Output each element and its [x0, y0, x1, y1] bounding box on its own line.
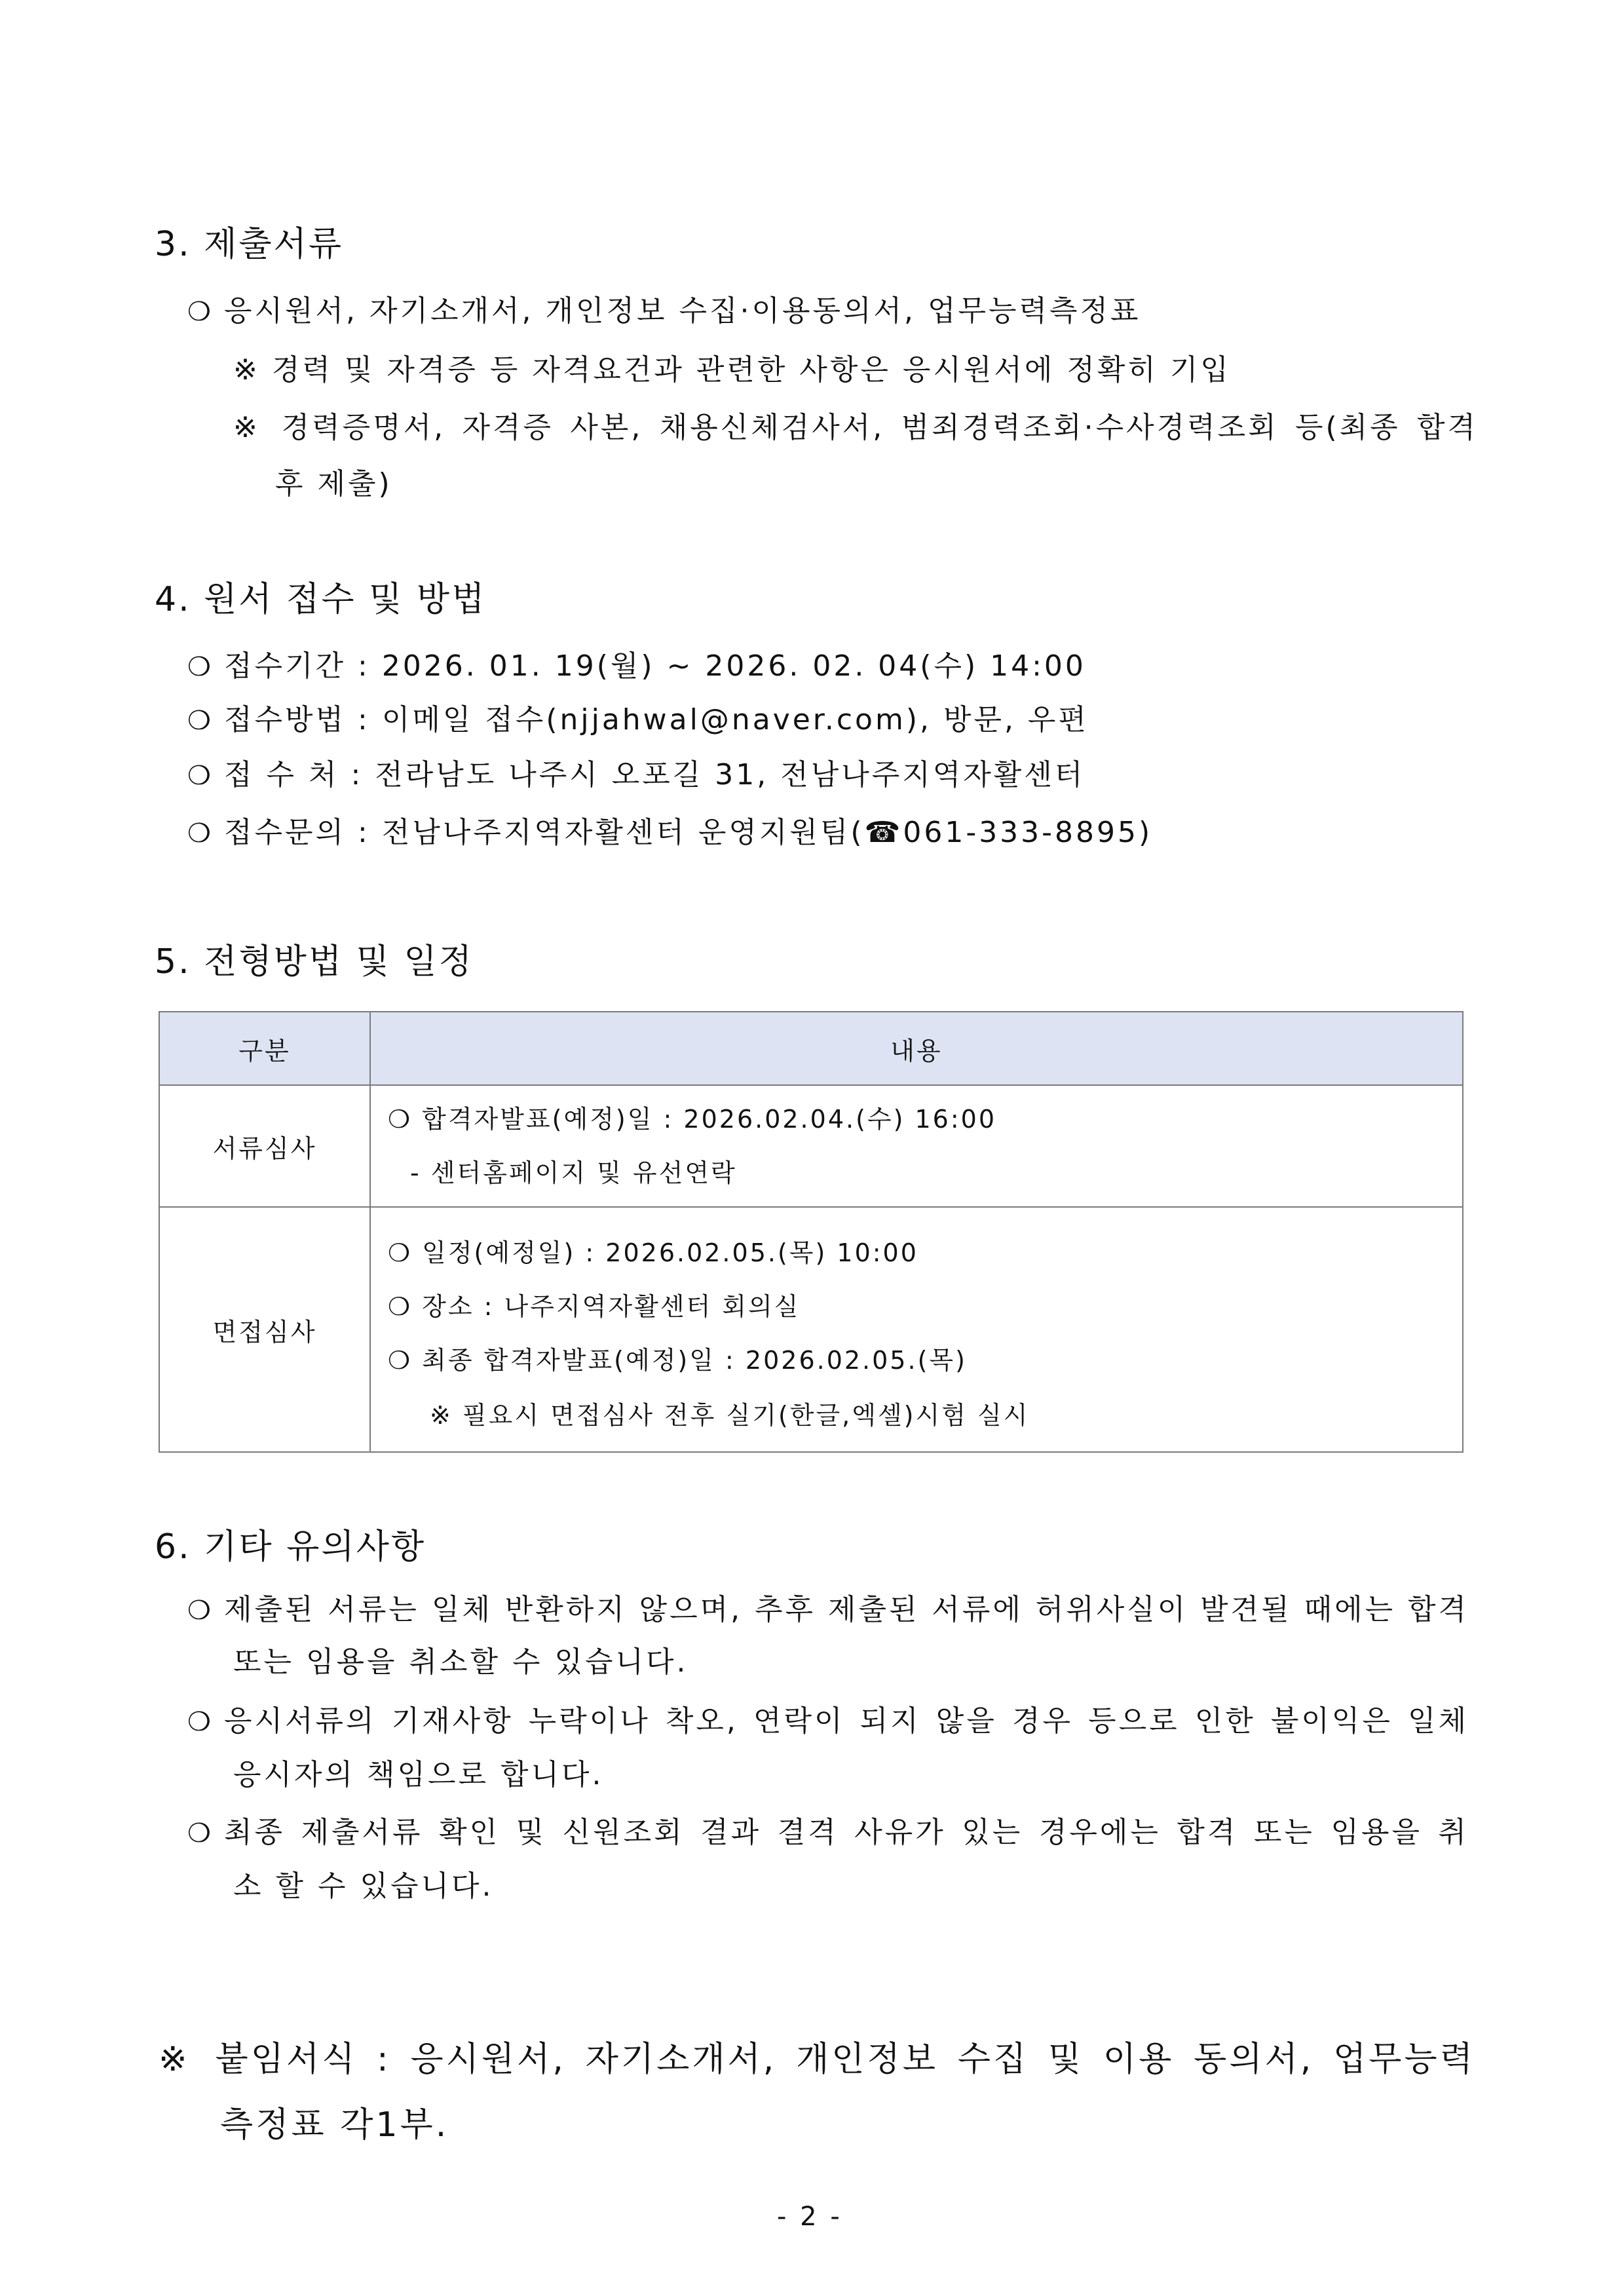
section4-item-method: ❍ 접수방법 : 이메일 접수(njjahwal@naver.com), 방문, 우편 — [187, 703, 1089, 737]
section3-note1: ※ 경력 및 자격증 등 자격요건과 관련한 사항은 응시원서에 정확히 기입 — [233, 353, 1231, 387]
table-cell-line: ※ 필요시 면접심사 전후 실기(한글,엑셀)시험 실시 — [430, 1401, 1030, 1430]
section5-heading: 5. 전형방법 및 일정 — [155, 942, 474, 982]
section4-item-contact: ❍ 접수문의 : 전남나주지역자활센터 운영지원팀(☎061-333-8895) — [187, 816, 1153, 849]
table-cell-line: - 센터홈페이지 및 유선연락 — [410, 1158, 737, 1187]
circle-bullet-icon: ❍ — [187, 1707, 214, 1737]
table-header-category: 구분 — [159, 1012, 370, 1085]
circle-bullet-icon: ❍ — [187, 652, 214, 682]
section6-item-2: ❍ 응시서류의 기재사항 누락이나 착오, 연락이 되지 않을 경우 등으로 인한 불이익은 일체 — [187, 1704, 1469, 1738]
page-number: - 2 - — [777, 2202, 842, 2232]
attachment-note-line2: 측정표 각1부. — [220, 2105, 449, 2145]
section3-item-text: 응시원서, 자기소개서, 개인정보 수집·이용동의서, 업무능력측정표 — [224, 294, 1141, 328]
section6-item-2-cont: 응시자의 책임으로 합니다. — [233, 1758, 604, 1791]
table-row — [159, 1085, 1463, 1207]
table-header-content: 내용 — [370, 1012, 1463, 1085]
section6-item-1-cont: 또는 임용을 취소할 수 있습니다. — [233, 1645, 689, 1679]
table-cell-line: ❍ 일정(예정일) : 2026.02.05.(목) 10:00 — [388, 1238, 918, 1267]
table-row-label: 면접심사 — [159, 1207, 370, 1452]
circle-bullet-icon: ❍ — [187, 706, 214, 736]
table-cell-line: ❍ 최종 합격자발표(예정)일 : 2026.02.05.(목) — [388, 1346, 967, 1375]
table-row-content — [370, 1207, 1463, 1452]
table-cell-line: ❍ 장소 : 나주지역자활센터 회의실 — [388, 1292, 801, 1321]
section6-item-1: ❍ 제출된 서류는 일체 반환하지 않으며, 추후 제출된 서류에 허위사실이 발견될 때에는 합격 — [187, 1593, 1469, 1626]
table-row-content — [370, 1085, 1463, 1207]
section4-item-place: ❍ 접 수 처 : 전라남도 나주시 오포길 31, 전남나주지역자활센터 — [187, 758, 1086, 792]
table-cell-line: ❍ 합격자발표(예정)일 : 2026.02.04.(수) 16:00 — [388, 1105, 997, 1134]
table-header-row — [159, 1012, 1463, 1085]
section3-item — [187, 287, 1141, 329]
circle-bullet-icon: ❍ — [187, 297, 214, 327]
section3-note2-line1: ※ 경력증명서, 자격증 사본, 채용신체검사서, 범죄경력조회·수사경력조회 등(최종 합격 — [233, 411, 1478, 444]
section4-heading: 4. 원서 접수 및 방법 — [155, 580, 487, 619]
section3-note2-line2: 후 제출) — [275, 467, 392, 501]
section6-item-3: ❍ 최종 제출서류 확인 및 신원조회 결과 결격 사유가 있는 경우에는 합격 또는 임용을 취 — [187, 1816, 1469, 1849]
schedule-table — [159, 1011, 1463, 1453]
table-row — [159, 1207, 1463, 1452]
circle-bullet-icon: ❍ — [187, 818, 214, 849]
circle-bullet-icon: ❍ — [187, 761, 214, 791]
section3-heading: 3. 제출서류 — [155, 225, 344, 264]
attachment-note-line1: ※ 붙임서식 : 응시원서, 자기소개서, 개인정보 수집 및 이용 동의서, 업무능력 — [159, 2040, 1475, 2079]
section6-heading: 6. 기타 유의사항 — [155, 1527, 426, 1567]
circle-bullet-icon: ❍ — [187, 1818, 214, 1848]
section4-item-period: ❍ 접수기간 : 2026. 01. 19(월) ~ 2026. 02. 04(수) 14:00 — [187, 649, 1086, 683]
section6-item-3-cont: 소 할 수 있습니다. — [233, 1869, 494, 1903]
circle-bullet-icon: ❍ — [187, 1596, 214, 1626]
table-row-label: 서류심사 — [159, 1085, 370, 1207]
